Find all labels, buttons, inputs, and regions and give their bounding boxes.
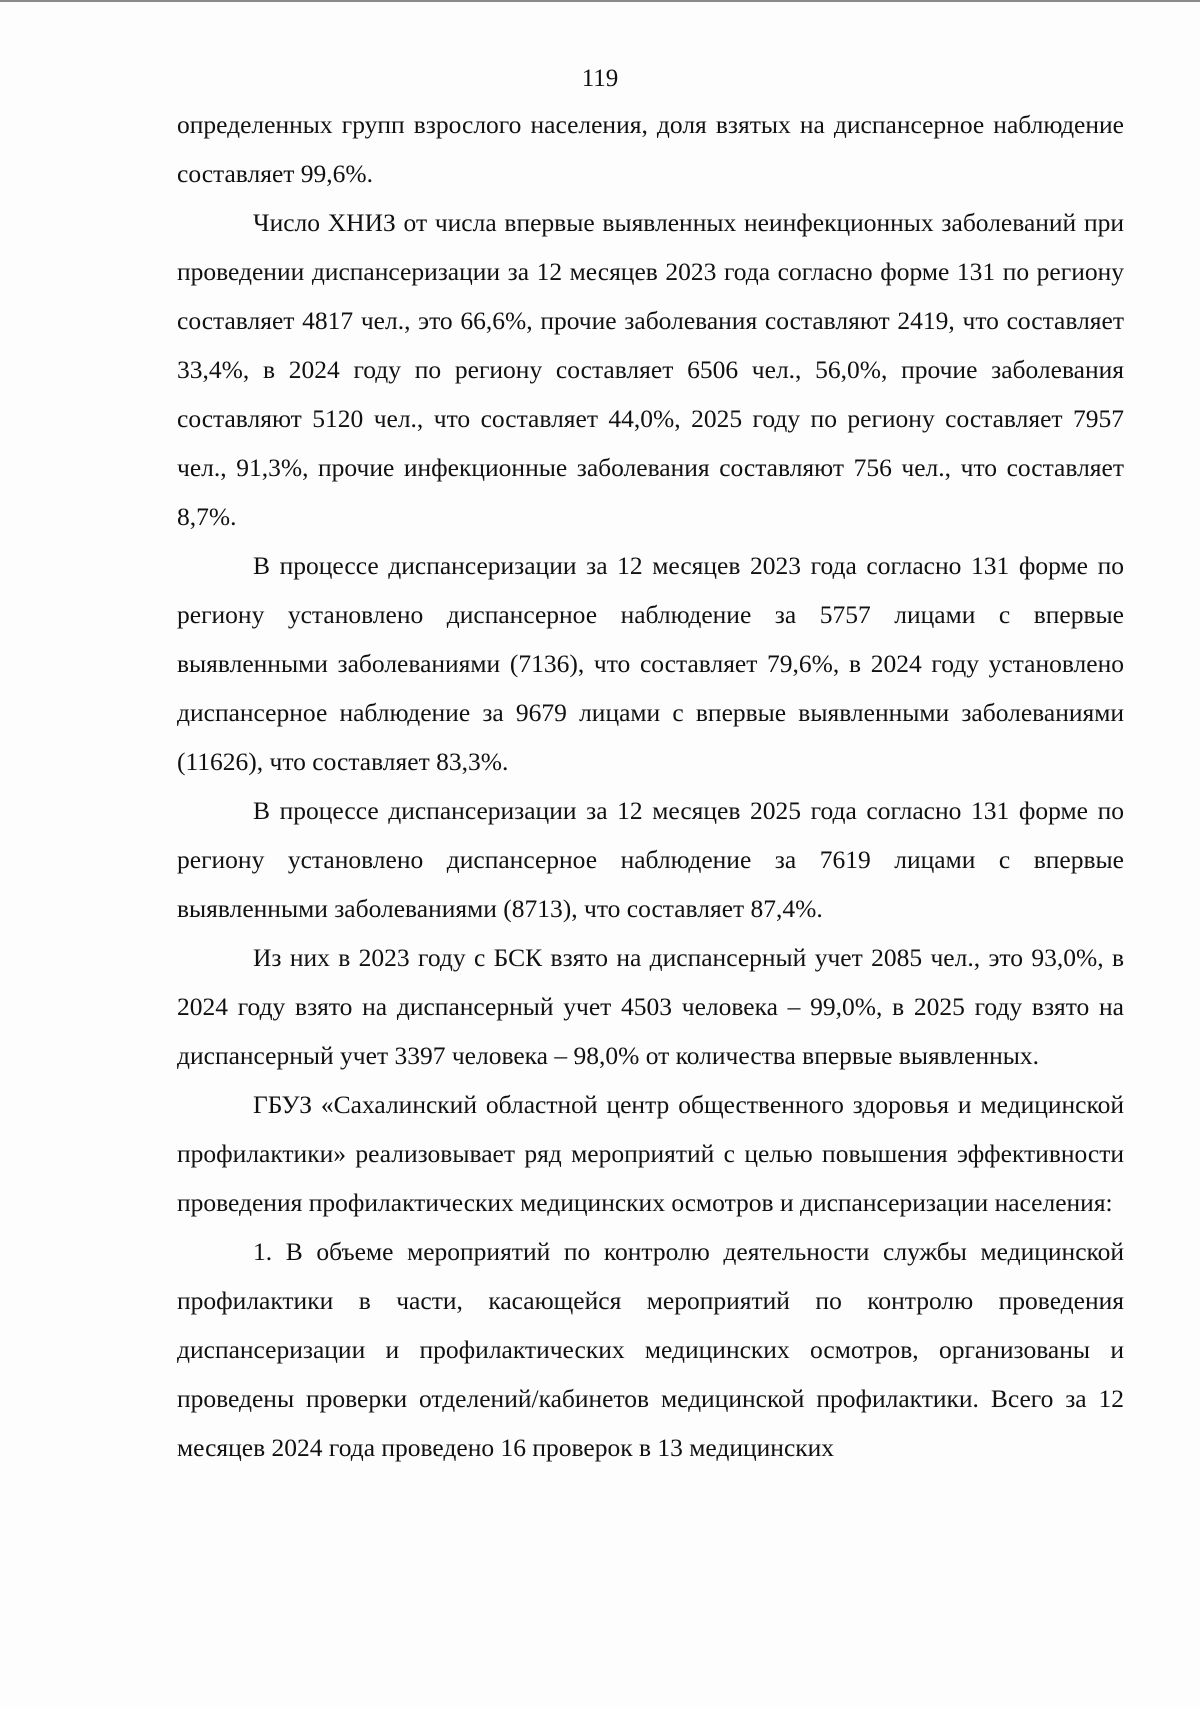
top-rule — [0, 0, 1200, 2]
paragraph-dispensary-2023-2024: В процессе диспансеризации за 12 месяцев 2023 года согласно 131 форме по региону установлено диспансерное наблюдение за 5757 лицами с впервые выявленными заболеваниями (7136), что составляет 79,6%, в 2024 году установлено диспансерное наблюдение за 9679 лицами с впервые выявленными заболеваниями (11626), что составляет 83,3%. — [177, 551, 1124, 776]
paragraph-continuation: определенных групп взрослого населения, доля взятых на диспансерное наблюдение составляет 99,6%. — [177, 110, 1124, 188]
paragraph-dispensary-2025: В процессе диспансеризации за 12 месяцев 2025 года согласно 131 форме по региону установлено диспансерное наблюдение за 7619 лицами с впервые выявленными заболеваниями (8713), что составляет 87,4%. — [177, 796, 1124, 923]
body-text — [177, 100, 1124, 1472]
paragraph-center-measures: ГБУЗ «Сахалинский областной центр общественного здоровья и медицинской профилактики» реализовывает ряд мероприятий с целью повышения эффективности проведения профилактических медицинских осмотров и диспансеризации населения: — [177, 1090, 1124, 1217]
paragraph-bsk: Из них в 2023 году с БСК взято на диспансерный учет 2085 чел., это 93,0%, в 2024 году взято на диспансерный учет 4503 человека – 99,0%, в 2025 году взято на диспансерный учет 3397 человека – 98,0% от количества впервые выявленных. — [177, 943, 1124, 1070]
paragraph-hniz: Число ХНИЗ от числа впервые выявленных неинфекционных заболеваний при проведении диспансеризации за 12 месяцев 2023 года согласно форме 131 по региону составляет 4817 чел., это 66,6%, прочие заболевания составляют 2419, что составляет 33,4%, в 2024 году по региону составляет 6506 чел., 56,0%, прочие заболевания составляют 5120 чел., что составляет 44,0%, 2025 году по региону составляет 7957 чел., 91,3%, прочие инфекционные заболевания составляют 756 чел., что составляет 8,7%. — [177, 208, 1124, 531]
paragraph-item-1: 1. В объеме мероприятий по контролю деятельности службы медицинской профилактики в части, касающейся мероприятий по контролю проведения диспансеризации и профилактических медицинских осмотров, организованы и проведены проверки отделений/кабинетов медицинской профилактики. Всего за 12 месяцев 2024 года проведено 16 проверок в 13 медицинских — [177, 1237, 1124, 1462]
page-number: 119 — [581, 65, 619, 92]
